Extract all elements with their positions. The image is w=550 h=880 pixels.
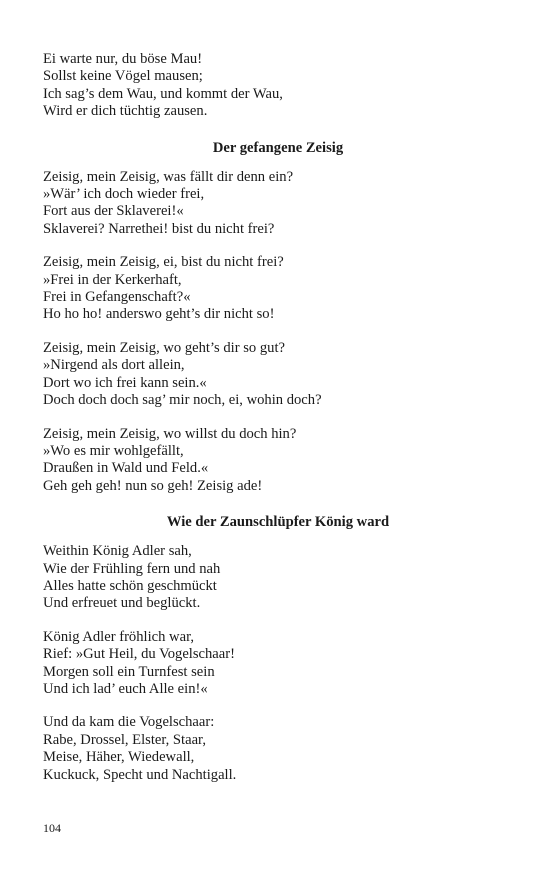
verse-line: »Wär’ ich doch wieder frei, [43, 186, 205, 203]
verse-line: Frei in Gefangenschaft?« [43, 289, 191, 306]
verse-line: Alles hatte schön geschmückt [43, 577, 217, 594]
verse-line: Doch doch doch sag’ mir noch, ei, wohin doch? [43, 392, 322, 409]
verse-line: Sklaverei? Narrethei! bist du nicht frei? [43, 220, 275, 237]
verse-line: Kuckuck, Specht und Nachtigall. [43, 766, 237, 783]
verse-line: Ho ho ho! anderswo geht’s dir nicht so! [43, 306, 275, 323]
stanza [43, 340, 513, 410]
stanza [43, 254, 513, 324]
stanza [43, 714, 513, 784]
page-body [43, 51, 513, 784]
stanza [43, 629, 513, 699]
verse-line: Meise, Häher, Wiedewall, [43, 749, 195, 766]
stanza [43, 51, 513, 121]
verse-line: Wird er dich tüchtig zausen. [43, 103, 208, 120]
verse-line: Draußen in Wald und Feld.« [43, 460, 209, 477]
verse-line: Und da kam die Vogelschaar: [43, 714, 215, 731]
verse-line: Morgen soll ein Turnfest sein [43, 663, 215, 680]
verse-line: Zeisig, mein Zeisig, wo geht’s dir so gut? [43, 339, 285, 356]
verse-line: Geh geh geh! nun so geh! Zeisig ade! [43, 477, 263, 494]
verse-line: Und erfreuet und beglückt. [43, 595, 201, 612]
verse-line: Dort wo ich frei kann sein.« [43, 374, 207, 391]
verse-line: Zeisig, mein Zeisig, wo willst du doch hin? [43, 425, 297, 442]
stanza [43, 169, 513, 239]
verse-line: Ei warte nur, du böse Mau! [43, 51, 203, 67]
verse-line: Fort aus der Sklaverei!« [43, 203, 184, 220]
verse-line: Und ich lad’ euch Alle ein!« [43, 680, 208, 697]
verse-line: Rief: »Gut Heil, du Vogelschaar! [43, 646, 235, 663]
verse-line: Weithin König Adler sah, [43, 543, 192, 560]
verse-line: »Nirgend als dort allein, [43, 357, 185, 374]
verse-line: »Wo es mir wohlgefällt, [43, 442, 184, 459]
verse-line: Rabe, Drossel, Elster, Staar, [43, 731, 206, 748]
poem-title: Der gefangene Zeisig [212, 139, 344, 156]
stanza [43, 426, 513, 496]
verse-line: König Adler fröhlich war, [43, 628, 194, 645]
poem-title: Wie der Zaunschlüpfer König ward [166, 514, 390, 531]
verse-line: Wie der Frühling fern und nah [43, 560, 221, 577]
verse-line: Zeisig, mein Zeisig, ei, bist du nicht frei? [43, 254, 284, 271]
verse-line: Ich sag’s dem Wau, und kommt der Wau, [43, 85, 283, 102]
page-number: 104 [43, 821, 61, 835]
verse-line: Sollst keine Vögel mausen; [43, 68, 203, 85]
stanza [43, 543, 513, 613]
verse-line: »Frei in der Kerkerhaft, [43, 271, 182, 288]
verse-line: Zeisig, mein Zeisig, was fällt dir denn ein? [43, 168, 294, 185]
